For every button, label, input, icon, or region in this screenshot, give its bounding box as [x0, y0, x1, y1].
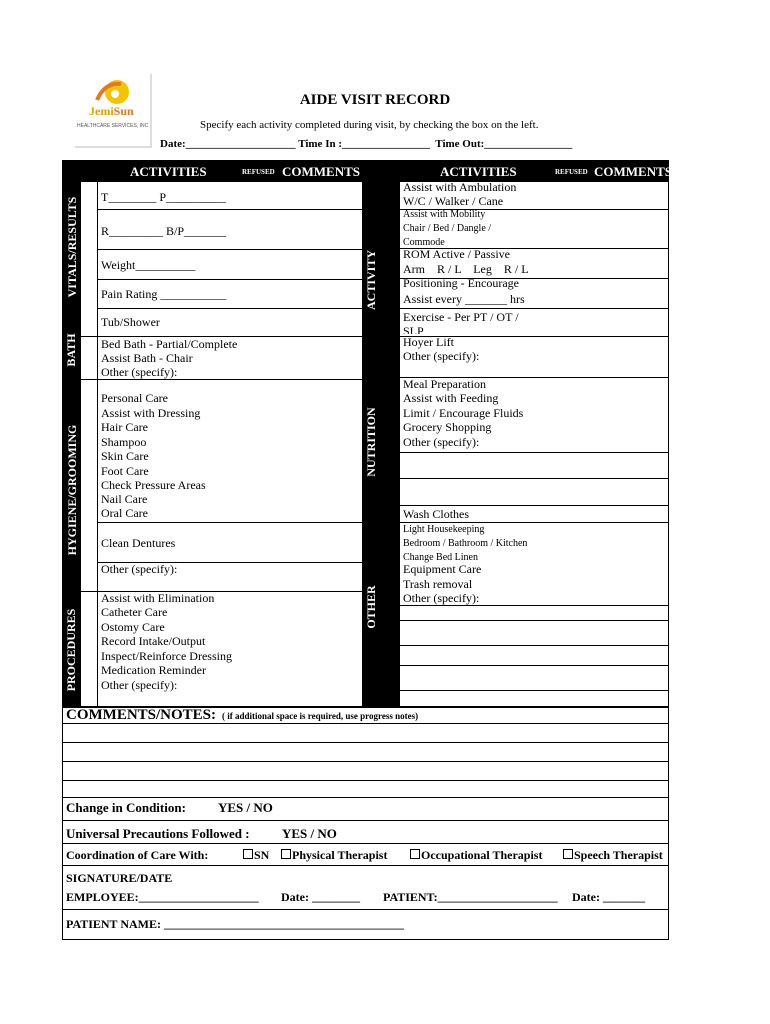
comments-note: ( if additional space is required, use progress notes) — [222, 711, 419, 721]
divider — [62, 843, 669, 844]
list-item[interactable]: Assist with Ambulation — [403, 180, 517, 194]
list-item[interactable]: Limit / Encourage Fluids — [403, 406, 524, 420]
employee-date-field[interactable]: Date: ________ — [281, 890, 360, 904]
signature-heading: SIGNATURE/DATE — [66, 871, 173, 885]
divider — [62, 909, 669, 910]
grid-line — [399, 182, 400, 708]
list-item[interactable]: Ostomy Care — [101, 620, 165, 634]
checkbox-speech-therapist[interactable]: Speech Therapist — [563, 848, 663, 863]
list-item[interactable]: Assist Bath - Chair — [101, 351, 193, 365]
list-item[interactable]: Catheter Care — [101, 605, 168, 619]
list-item[interactable]: Inspect/Reinforce Dressing — [101, 649, 232, 663]
date-time-line[interactable]: Date:____________________ Time In :________________ Time Out:________________ — [160, 138, 573, 150]
list-item[interactable]: T________ P__________ — [101, 190, 227, 204]
list-item[interactable]: Record Intake/Output — [101, 634, 206, 648]
logo-subtitle: HEALTHCARE SERVICES, INC — [77, 123, 149, 129]
list-item[interactable]: SLP — [403, 324, 424, 334]
list-item[interactable]: Other (specify): — [101, 562, 178, 576]
form-subtitle: Specify each activity completed during visit, by checking the box on the left. — [200, 119, 539, 131]
comments-label: COMMENTS/NOTES: — [66, 707, 217, 723]
list-item[interactable]: Hair Care — [101, 420, 148, 434]
checkbox-physical-therapist[interactable]: Physical Therapist — [281, 848, 387, 863]
notes-line[interactable] — [62, 742, 669, 743]
employee-signature-field[interactable]: EMPLOYEE:____________________ — [66, 890, 259, 904]
list-item[interactable]: Other (specify): — [403, 349, 480, 363]
list-item[interactable]: Bedroom / Bathroom / Kitchen — [403, 538, 528, 549]
notes-line — [62, 797, 669, 798]
col-refused-right: REFUSED — [555, 168, 588, 176]
grid-line — [97, 522, 362, 523]
notes-line[interactable] — [62, 780, 669, 781]
form-title: AIDE VISIT RECORD — [299, 92, 451, 108]
section-hygiene: HYGIENE/GROOMING — [65, 424, 79, 556]
list-item[interactable]: Shampoo — [101, 435, 147, 449]
grid-line — [97, 182, 98, 708]
section-procedures: PROCEDURES — [64, 608, 78, 692]
checkbox-occupational-therapist[interactable]: Occupational Therapist — [410, 848, 542, 863]
grid-line — [399, 452, 669, 453]
list-item[interactable]: Bed Bath - Partial/Complete — [101, 337, 238, 351]
list-item[interactable]: Medication Reminder — [101, 663, 206, 677]
col-activities-left: ACTIVITIES — [130, 164, 207, 179]
list-item[interactable]: R_________ B/P_______ — [101, 224, 227, 238]
list-item[interactable]: Check Pressure Areas — [101, 478, 206, 492]
checkbox-sn[interactable]: SN — [243, 848, 269, 863]
patient-date-field[interactable]: Date: _______ — [572, 890, 645, 904]
grid-line — [399, 645, 669, 646]
section-bath: BATH — [64, 333, 78, 367]
change-condition-value[interactable]: YES / NO — [218, 800, 273, 815]
list-item[interactable]: Assist with Feeding — [403, 391, 499, 405]
section-nutrition: NUTRITION — [364, 407, 378, 477]
list-item[interactable]: Other (specify): — [101, 678, 178, 692]
list-item[interactable]: Nail Care — [101, 492, 148, 506]
col-comments-left: COMMENTS — [282, 164, 360, 179]
precautions-label: Universal Precautions Followed : — [66, 826, 250, 841]
patient-name-field[interactable]: PATIENT NAME: ________________________________________ — [66, 917, 405, 931]
checkbox-icon[interactable] — [563, 849, 573, 859]
grid-line — [97, 308, 362, 309]
list-item[interactable]: Hoyer Lift — [403, 335, 454, 349]
list-item[interactable]: W/C / Walker / Cane — [403, 194, 504, 208]
list-item[interactable]: Oral Care — [101, 506, 148, 520]
list-item[interactable]: Light Housekeeping — [403, 524, 485, 535]
list-item[interactable]: Assist with Dressing — [101, 406, 201, 420]
section-vitals: VITALS/RESULTS — [65, 196, 79, 298]
checkbox-icon[interactable] — [410, 849, 420, 859]
list-item[interactable]: Positioning - Encourage — [403, 276, 519, 290]
divider — [62, 820, 669, 821]
list-item[interactable]: Trash removal — [403, 577, 473, 591]
list-item[interactable]: Pain Rating ___________ — [101, 287, 227, 301]
middle-strip — [381, 180, 399, 708]
grid-line — [97, 209, 362, 210]
grid-line — [97, 279, 362, 280]
list-item[interactable]: Tub/Shower — [101, 315, 160, 329]
grid-line — [399, 308, 669, 309]
company-logo — [75, 74, 152, 148]
list-item[interactable]: Other (specify): — [403, 591, 480, 605]
list-item[interactable]: Exercise - Per PT / OT / — [403, 310, 519, 324]
grid-line — [97, 249, 362, 250]
section-other: OTHER — [364, 585, 378, 629]
notes-line[interactable] — [62, 723, 669, 724]
grid-line — [81, 379, 362, 380]
grid-line — [399, 665, 669, 666]
list-item[interactable]: Foot Care — [101, 464, 149, 478]
coordination-label: Coordination of Care With: — [66, 848, 209, 862]
notes-line[interactable] — [62, 761, 669, 762]
list-item[interactable]: Personal Care — [101, 391, 168, 405]
list-item[interactable]: Assist with Mobility — [403, 209, 486, 220]
grid-line — [399, 605, 669, 606]
list-item[interactable]: Assist with Elimination — [101, 591, 215, 605]
list-item[interactable]: Skin Care — [101, 449, 149, 463]
list-item[interactable]: Chair / Bed / Dangle / — [403, 223, 492, 234]
grid-line — [399, 690, 669, 691]
col-refused-left: REFUSED — [242, 168, 275, 176]
list-item[interactable]: ROM Active / Passive — [403, 247, 510, 261]
list-item[interactable]: Wash Clothes — [403, 507, 470, 521]
list-item[interactable]: Weight__________ — [101, 258, 196, 272]
col-comments-right: COMMENTS — [594, 164, 672, 179]
change-condition-label: Change in Condition: — [66, 800, 186, 815]
precautions-value[interactable]: YES / NO — [282, 826, 337, 841]
section-activity: ACTIVITY — [364, 250, 378, 311]
grid-line — [381, 505, 669, 506]
list-item[interactable]: Other (specify): — [101, 365, 178, 379]
grid-line — [399, 478, 669, 479]
list-item[interactable]: Equipment Care — [403, 562, 482, 576]
list-item[interactable]: Change Bed Linen — [403, 552, 478, 563]
list-item[interactable]: Clean Dentures — [101, 536, 176, 550]
grid-line — [399, 620, 669, 621]
logo-name: JemiSun — [89, 104, 134, 118]
list-item[interactable]: Meal Preparation — [403, 377, 486, 391]
col-activities-right: ACTIVITIES — [440, 164, 517, 179]
list-item[interactable]: Assist every _______ hrs — [403, 292, 525, 306]
divider — [62, 865, 669, 866]
list-item[interactable]: Grocery Shopping — [403, 420, 492, 434]
list-item[interactable]: Commode — [403, 237, 445, 248]
checkbox-icon[interactable] — [243, 849, 253, 859]
checkbox-icon[interactable] — [281, 849, 291, 859]
list-item[interactable]: Arm R / L Leg R / L — [403, 262, 529, 276]
list-item[interactable]: Other (specify): — [403, 435, 480, 449]
patient-signature-field[interactable]: PATIENT:____________________ — [383, 890, 558, 904]
